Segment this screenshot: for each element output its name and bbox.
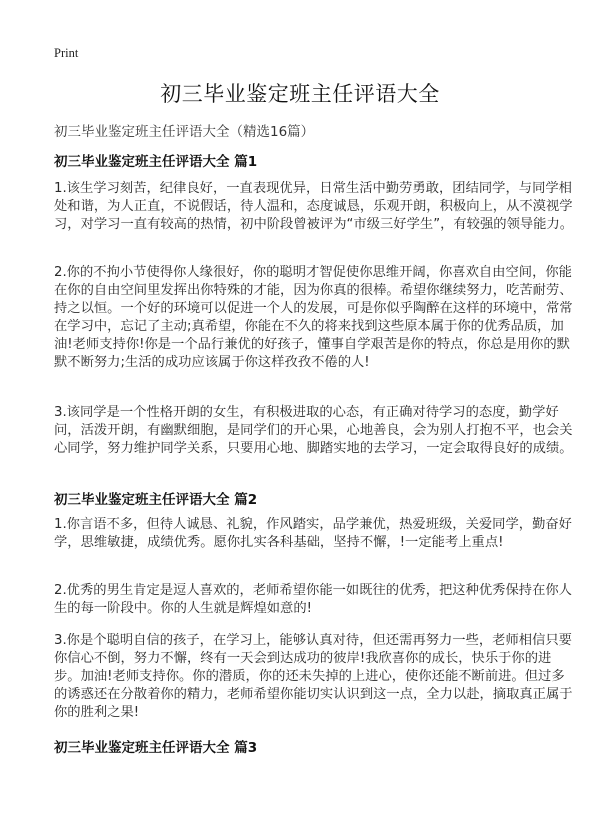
paragraph: 2.你的不拘小节使得你人缘很好，你的聪明才智促使你思维开阔，你喜欢自由空间，你能在你的自由空间里发挥出你特殊的才能，因为你真的很棒。希望你继续努力，吃苦耐劳、持之以恒。一个好的环境可以促进一个人的发展，可是你似乎陶醉在这样的环境中，常常在学习中，忘记了主动;真希望，你能在不久的将来找到这些原本属于你的优秀品质，加油!老师支持你!你是一个品行兼优的好孩子，懂事自学艰苦是你的特点，你总是用你的默默不断努力;生活的成功应该属于你这样孜孜不倦的人! <box>54 265 573 370</box>
print-label: Print <box>54 46 79 60</box>
section-heading: 初三毕业鉴定班主任评语大全 篇2 <box>54 492 258 508</box>
paragraph: 3.你是个聪明自信的孩子，在学习上，能够认真对待，但还需再努力一些，老师相信只要你信心不倒，努力不懈，终有一天会到达成功的彼岸!我欣喜你的成长，快乐于你的进步。加油!老师支持你。你的潜质，你的还未失掉的上进心，使你还能不断前进。但过多的诱惑还在分散着你的精力，老师希望你能切实认识到这一点，全力以赴，摘取真正属于你的胜利之果! <box>54 633 573 720</box>
section-1-paragraph-1 <box>54 180 574 234</box>
paragraph: 1.该生学习刻苦，纪律良好，一直表现优异，日常生活中勤劳勇敢，团结同学，与同学相处和谐，为人正直，不说假话，待人温和，态度诚恳，乐观开朗，积极向上，从不漠视学习，对学习一直有较高的热情，初中阶段曾被评为“市级三好学生”，有较强的领导能力。 <box>54 181 574 232</box>
section-1 <box>54 150 574 170</box>
section-heading: 初三毕业鉴定班主任评语大全 篇3 <box>54 740 258 756</box>
section-1-paragraph-2 <box>54 264 574 372</box>
section-2 <box>54 488 574 508</box>
section-1-paragraph-3 <box>54 404 574 458</box>
paragraph: 1.你言语不多，但待人诚恳、礼貌，作风踏实，品学兼优，热爱班级，关爱同学，勤奋好学，思维敏捷，成绩优秀。愿你扎实各科基础，坚持不懈，!一定能考上重点! <box>54 517 572 550</box>
section-2-paragraph-1 <box>54 516 574 552</box>
section-2-paragraph-2 <box>54 582 574 618</box>
section-heading: 初三毕业鉴定班主任评语大全 篇1 <box>54 154 258 170</box>
section-2-paragraph-3 <box>54 632 574 722</box>
page-title: 初三毕业鉴定班主任评语大全 <box>160 82 440 106</box>
paragraph: 3.该同学是一个性格开朗的女生，有积极进取的心态，有正确对待学习的态度，勤学好问，活泼开朗，有幽默细胞，是同学们的开心果，心地善良，会为别人打抱不平，也会关心同学，努力维护同学关系，只要用心地、脚踏实地的去学习，一定会取得良好的成绩。 <box>54 405 573 456</box>
section-3 <box>54 736 574 756</box>
document-subtitle: 初三毕业鉴定班主任评语大全（精选16篇） <box>54 124 315 140</box>
paragraph: 2.优秀的男生肯定是逗人喜欢的，老师希望你能一如既往的优秀，把这种优秀保持在你人生的每一阶段中。你的人生就是辉煌如意的! <box>54 583 572 616</box>
